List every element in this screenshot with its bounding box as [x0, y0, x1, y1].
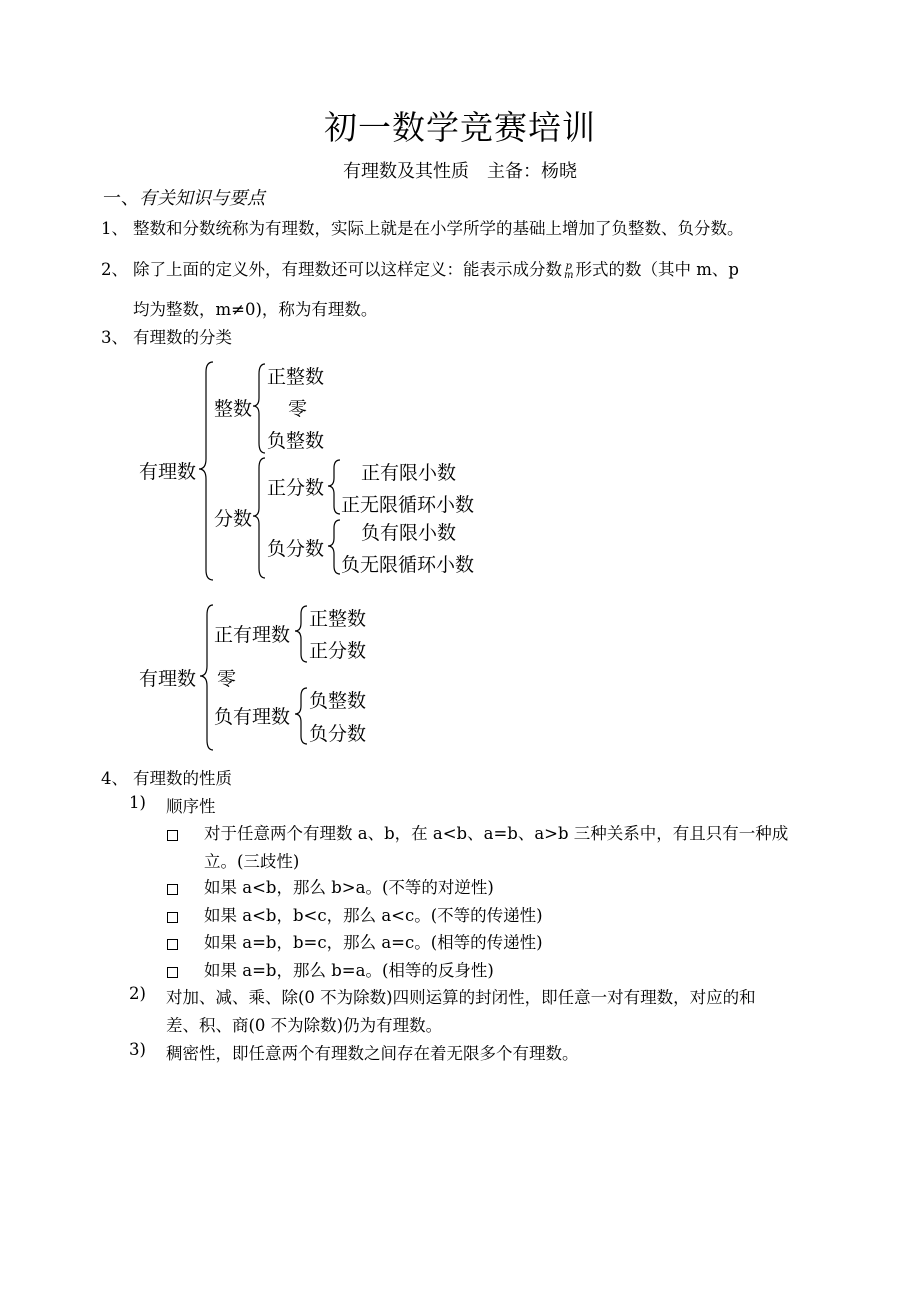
- tree2-neg-frac: 负分数: [309, 723, 367, 745]
- bullet-4: 如果 a=b，b=c，那么 a=c。(相等的传递性): [204, 933, 543, 952]
- bullet-box: [167, 908, 178, 927]
- tree1-pos-int: 正整数: [267, 366, 325, 388]
- brace-pos-frac: [328, 460, 340, 514]
- item-4-number: 4、: [101, 769, 128, 788]
- fraction-numerator: p: [565, 260, 572, 272]
- bullet-box: [167, 935, 178, 954]
- tree2-pos-rat: 正有理数: [214, 624, 291, 646]
- property-2-number: 2): [129, 984, 146, 1003]
- brace-integers: [253, 364, 265, 453]
- brace-neg-frac: [328, 520, 340, 574]
- tree1-pos-frac: 正分数: [267, 477, 325, 499]
- property-2-line1: 对加、减、乘、除(0 不为除数)四则运算的封闭性，即任意一对有理数，对应的和: [166, 988, 756, 1007]
- tree2-neg-rat: 负有理数: [214, 706, 291, 728]
- bullet-box: [167, 963, 178, 982]
- section-heading-text: 有关知识与要点: [139, 188, 265, 209]
- brace-root-2: [200, 605, 213, 750]
- bullet-3: 如果 a<b，b<c，那么 a<c。(不等的传递性): [204, 906, 543, 925]
- bullet-2: 如果 a<b，那么 b>a。(不等的对逆性): [204, 878, 494, 897]
- bullet-5: 如果 a=b，那么 b=a。(相等的反身性): [204, 961, 494, 980]
- tree1-zero: 零: [288, 398, 308, 420]
- property-1-title: 顺序性: [166, 797, 216, 816]
- tree1-neg-repeat: 负无限循环小数: [341, 554, 475, 576]
- bullet-box: [167, 826, 178, 845]
- brace-pos-rat: [295, 606, 307, 662]
- tree1-integers: 整数: [214, 398, 253, 420]
- item-3-text: 有理数的分类: [133, 328, 232, 347]
- item-1-number: 1、: [101, 219, 128, 238]
- tree2-zero: 零: [217, 668, 237, 690]
- item-2-line2: 均为整数，m≠0)，称为有理数。: [133, 300, 378, 319]
- property-3-text: 稠密性，即任意两个有理数之间存在着无限多个有理数。: [166, 1044, 579, 1063]
- item-3-number: 3、: [101, 328, 128, 347]
- property-2-line2: 差、积、商(0 不为除数)仍为有理数。: [166, 1016, 443, 1035]
- tree2-pos-int: 正整数: [309, 608, 367, 630]
- bullet-1-line1: 对于任意两个有理数 a、b，在 a<b、a=b、a>b 三种关系中，有且只有一种成: [204, 824, 789, 843]
- brace-fractions: [253, 458, 265, 578]
- tree1-neg-finite: 负有限小数: [361, 522, 457, 544]
- bullet-box: [167, 880, 178, 899]
- tree2-root: 有理数: [139, 668, 197, 690]
- item-2-text-b: 形式的数（其中 m、p: [575, 260, 739, 279]
- property-1-number: 1): [129, 793, 146, 812]
- page-title: 初一数学竞赛培训: [324, 108, 596, 147]
- brace-neg-rat: [295, 688, 307, 744]
- item-1-text: 整数和分数统称为有理数，实际上就是在小学所学的基础上增加了负整数、负分数。: [133, 219, 744, 238]
- tree2-pos-frac: 正分数: [309, 640, 367, 662]
- item-2-number: 2、: [101, 260, 128, 279]
- page-subtitle: 有理数及其性质 主备：杨晓: [343, 161, 577, 182]
- brace-root-1: [199, 362, 213, 580]
- tree1-root: 有理数: [139, 461, 197, 483]
- section-prefix: 一、: [103, 188, 139, 209]
- tree1-pos-repeat: 正无限循环小数: [341, 494, 475, 516]
- tree1-neg-int: 负整数: [267, 430, 325, 452]
- item-4-text: 有理数的性质: [133, 769, 232, 788]
- tree2-neg-int: 负整数: [309, 690, 367, 712]
- bullet-1-line2: 立。(三歧性): [204, 852, 300, 871]
- property-3-number: 3): [129, 1040, 146, 1059]
- tree1-neg-frac: 负分数: [267, 538, 325, 560]
- tree1-pos-finite: 正有限小数: [361, 462, 457, 484]
- tree1-fractions: 分数: [214, 508, 253, 530]
- item-2-text-a: 除了上面的定义外，有理数还可以这样定义：能表示成分数: [133, 260, 562, 279]
- fraction-denominator: m: [564, 269, 574, 281]
